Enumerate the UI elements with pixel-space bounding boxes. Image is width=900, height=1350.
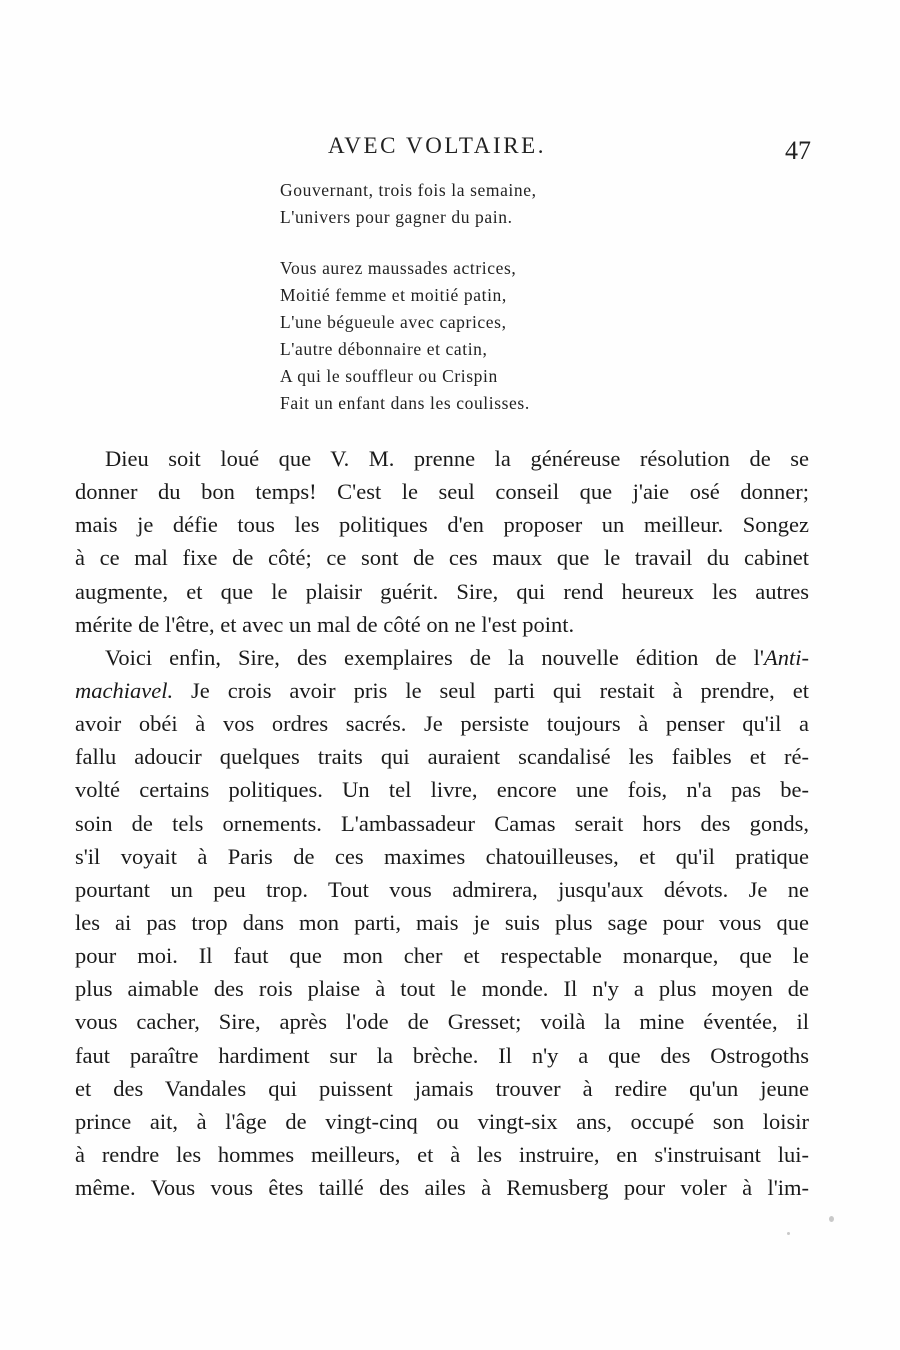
verse-line: L'univers pour gagner du pain. <box>280 207 513 227</box>
verse-line: L'une bégueule avec caprices, <box>280 312 507 332</box>
prose-line: mais je défie tous les politiques d'en proposer un meilleur. Songez <box>75 512 809 538</box>
verse-stanza-2 <box>280 255 700 417</box>
prose-line: soin de tels ornements. L'ambassadeur Camas serait hors des gonds, <box>75 810 809 836</box>
prose-line: pourtant un peu trop. Tout vous admirera, jusqu'aux dévots. Je ne <box>75 876 809 902</box>
running-title: AVEC VOLTAIRE. <box>328 133 547 158</box>
prose-line: prince ait, à l'âge de vingt-cinq ou vingt-six ans, occupé son loisir <box>75 1108 809 1134</box>
running-head <box>0 133 900 169</box>
prose-line: donner du bon temps! C'est le seul conseil que j'aie osé donner; <box>75 479 809 505</box>
prose-line: pour moi. Il faut que mon cher et respectable monarque, que le <box>75 943 809 969</box>
prose-line: s'il voyait à Paris de ces maximes chatouilleuses, et qu'il pratique <box>75 843 809 869</box>
prose-line <box>75 674 809 707</box>
verse-line: Vous aurez maussades actrices, <box>280 258 517 278</box>
verse-line: L'autre débonnaire et catin, <box>280 339 488 359</box>
prose-line <box>75 641 809 674</box>
prose-line-text: Voici enfin, Sire, des exemplaires de la nouvelle édition de l' <box>105 644 764 670</box>
prose-line: à ce mal fixe de côté; ce sont de ces maux que le travail du cabinet <box>75 545 809 571</box>
verse-line: A qui le souffleur ou Crispin <box>280 366 498 386</box>
verse-line: Moitié femme et moitié patin, <box>280 285 507 305</box>
verse-stanza-1 <box>280 177 700 231</box>
prose-line: avoir obéi à vos ordres sacrés. Je persiste toujours à penser qu'il a <box>75 711 809 737</box>
page-number: 47 <box>785 136 811 165</box>
prose-line: même. Vous vous êtes taillé des ailes à Remusberg pour voler à l'im- <box>75 1175 809 1201</box>
prose-line: Dieu soit loué que V. M. prenne la généreuse résolution de se <box>105 446 809 471</box>
prose-line: faut paraître hardiment sur la brèche. Il n'y a que des Ostrogoths <box>75 1042 809 1068</box>
prose-line: augmente, et que le plaisir guérit. Sire, qui rend heureux les autres <box>75 578 809 604</box>
prose-text <box>75 442 809 1204</box>
italic-title-text: Anti- <box>764 644 809 670</box>
prose-line: vous cacher, Sire, après l'ode de Gresset; voilà la mine éventée, il <box>75 1009 809 1035</box>
prose-line: et des Vandales qui puissent jamais trouver à redire qu'un jeune <box>75 1075 809 1101</box>
prose-line-text: Je crois avoir pris le seul parti qui restait à prendre, et <box>173 677 809 703</box>
paper-speck <box>829 1216 834 1222</box>
prose-line: volté certains politiques. Un tel livre, encore une fois, n'a pas be- <box>75 777 809 803</box>
verse-line: Gouvernant, trois fois la semaine, <box>280 180 537 200</box>
verse-line: Fait un enfant dans les coulisses. <box>280 393 530 413</box>
prose-line: fallu adoucir quelques traits qui auraient scandalisé les faibles et ré- <box>75 744 809 770</box>
prose-line: les ai pas trop dans mon parti, mais je suis plus sage pour vous que <box>75 909 809 935</box>
paper-speck <box>787 1232 790 1235</box>
prose-line: plus aimable des rois plaise à tout le monde. Il n'y a plus moyen de <box>75 976 809 1002</box>
italic-title-text: machiavel. <box>75 677 174 703</box>
prose-line: à rendre les hommes meilleurs, et à les instruire, en s'instruisant lui- <box>75 1141 809 1167</box>
prose-line: mérite de l'être, et avec un mal de côté on ne l'est point. <box>75 611 575 637</box>
